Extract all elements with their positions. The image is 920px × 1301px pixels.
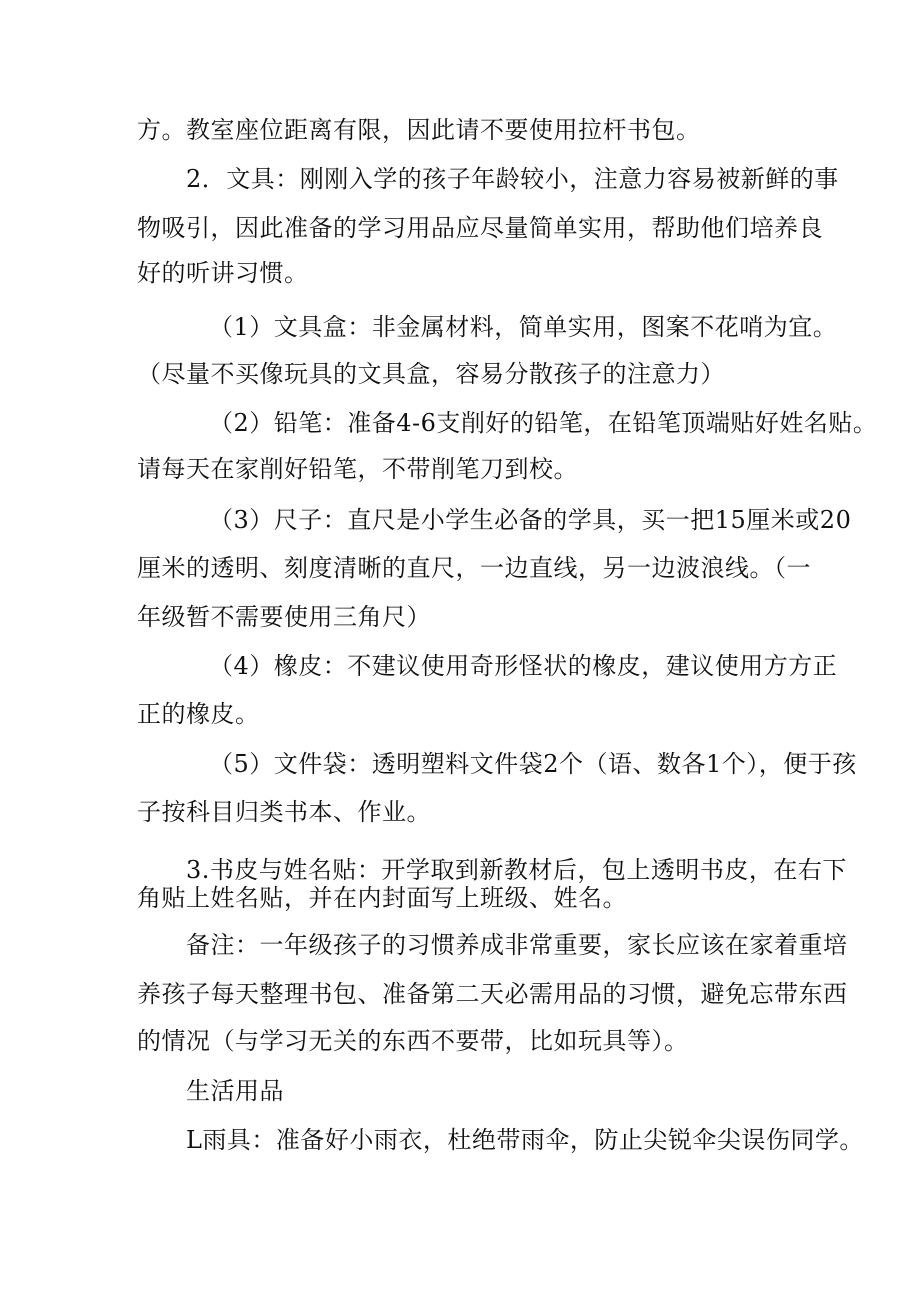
text-line: 2．文具：刚刚入学的孩子年龄较小，注意力容易被新鲜的事 [186, 165, 839, 193]
text-line: 厘米的透明、刻度清晰的直尺，一边直线，另一边波浪线。（一 [137, 554, 811, 582]
section-heading: 生活用品 [186, 1077, 284, 1105]
text-line: 子按科目归类书本、作业。 [137, 798, 431, 826]
text-line: 备注：一年级孩子的习惯养成非常重要，家长应该在家着重培 [186, 931, 848, 959]
text-line: 养孩子每天整理书包、准备第二天必需用品的习惯，避免忘带东西 [137, 980, 848, 1008]
text-line: （尽量不买像玩具的文具盒，容易分散孩子的注意力） [137, 360, 725, 388]
text-line: 角贴上姓名贴，并在内封面写上班级、姓名。 [137, 884, 627, 912]
text-line: （2）铅笔：准备4-6支削好的铅笔，在铅笔顶端贴好姓名贴。 [209, 409, 878, 437]
text-line: 年级暂不需要使用三角尺） [137, 603, 431, 631]
text-line: 方。教室座位距离有限，因此请不要使用拉杆书包。 [137, 116, 701, 144]
text-line: 正的橡皮。 [137, 700, 260, 728]
text-line: 的情况（与学习无关的东西不要带，比如玩具等）。 [137, 1027, 689, 1055]
text-line: 好的听讲习惯。 [137, 259, 309, 287]
text-line: （3）尺子：直尺是小学生必备的学具，买一把15厘米或20 [209, 506, 852, 534]
text-line: （5）文件袋：透明塑料文件袋2个（语、数各1个），便于孩 [209, 750, 857, 778]
text-line: 3.书皮与姓名贴：开学取到新教材后，包上透明书皮，在右下 [186, 856, 847, 884]
text-line: 请每天在家削好铅笔，不带削笔刀到校。 [137, 455, 578, 483]
text-line: L雨具：准备好小雨衣，杜绝带雨伞，防止尖锐伞尖误伤同学。 [186, 1126, 864, 1154]
text-line: （1）文具盒：非金属材料，简单实用，图案不花哨为宜。 [209, 313, 838, 341]
text-line: （4）橡皮：不建议使用奇形怪状的橡皮，建议使用方方正 [209, 652, 838, 680]
text-line: 物吸引，因此准备的学习用品应尽量简单实用，帮助他们培养良 [137, 214, 823, 242]
